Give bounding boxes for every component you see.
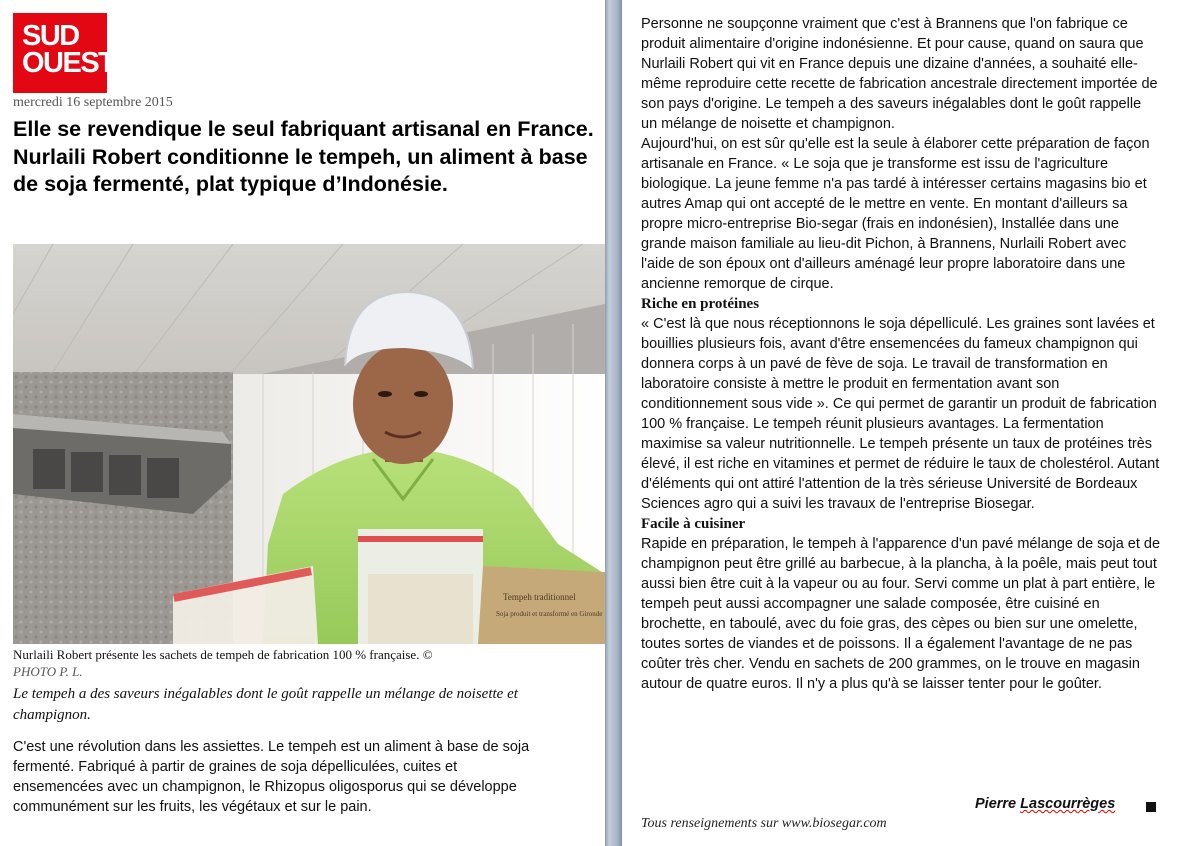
caption-text: Nurlaili Robert présente les sachets de tempeh de fabrication 100 % française. © — [13, 647, 433, 662]
headline: Elle se revendique le seul fabriquant artisanal en France. Nurlaili Robert conditionne le tempeh, un aliment à base de soja fermenté, plat typique d’Indonésie. — [13, 117, 594, 196]
bag-label-1: Tempeh traditionnel — [503, 592, 576, 602]
author-signature — [975, 796, 1115, 812]
end-of-article-mark — [1146, 802, 1156, 812]
left-body-text: C'est une révolution dans les assiettes. Le tempeh est un aliment à base de soja fermenté. Fabriqué à partir de graines de soja dépelliculées, cuites et ensemencées avec un champignon, le Rhizopus oligosporus qui se développe communément sur les fruits, les végétaux et sur le pain. — [13, 739, 530, 815]
logo-line-1: SUD — [22, 20, 79, 52]
logo-line-2: OUEST — [22, 47, 115, 79]
author-first-name: Pierre — [975, 796, 1021, 812]
paragraph-2: Aujourd'hui, on est sûr qu'elle est la seule à élaborer cette préparation de façon artisanale en France. « Le soja que je transforme est issu de l'agriculture biologique. La jeune femme n'a pas tardé à intéresser certains magasins bio et autres Amap qui ont accepté de le mettre en vente. En montant d'ailleurs sa propre micro-entreprise Bio-segar (frais en indonésien), Installée dans une grande maison familiale au lieu-dit Pichon, à Brannens, Nurlaili Robert avec l'aide de son époux ont d'ailleurs aménagé leur propre laboratoire dans une ancienne remorque de cirque. — [641, 136, 1150, 292]
author-last-name: Lascourrèges — [1020, 796, 1116, 812]
paragraph-1: Personne ne soupçonne vraiment que c'est à Brannens que l'on fabrique ce produit alimentaire d'origine indonésienne. Et pour cause, quand on saura que Nurlaili Robert qui vit en France depuis une dizaine d'années, a souhaité elle-même reproduire cette recette de fabrication ancestrale directement importée de son pays d'origine. Le tempeh a des saveurs inégalables dont le goût rappelle un mélange de noisette et champignon. — [641, 16, 1158, 132]
pull-quote: Le tempeh a des saveurs inégalables dont le goût rappelle un mélange de noisette et champignon. — [13, 686, 518, 723]
page-gutter — [605, 0, 622, 846]
right-page — [622, 0, 1194, 846]
photo-credit: PHOTO P. L. — [13, 664, 83, 679]
right-column — [641, 14, 1161, 694]
paragraph-4: Rapide en préparation, le tempeh à l'apparence d'un pavé mélange de soja et de champignon peut être grillé au barbecue, à la plancha, à la poêle, mais peut tout aussi bien être cuit à la vapeur ou au four. Servi comme un plat à part entière, le tempeh peut aussi accompagner une salade composée, être cuisiné en brochette, en taboulé, avec du foie gras, des cèpes ou bien sur une omelette, toutes sortes de viandes et de poissons. Il a également l'avantage de ne pas coûter très cher. Vendu en sachets de 200 grammes, on le trouve en magasin autour de quatre euros. Il n'y a plus qu'à se laisser tenter pour le goûter. — [641, 536, 1161, 692]
paragraph-3: « C'est là que nous réceptionnons le soja dépelliculé. Les graines sont lavées et bouillies plusieurs fois, avant d'être ensemencées du fameux champignon qui donnera corps à un pavé de fève de soja. Le travail de transformation en laboratoire consiste à mettre le produit en fermentation avant son conditionnement sous vide ». Ce qui permet de garantir un produit de fabrication 100 % française. Le tempeh réunit plusieurs avantages. La fermentation maximise sa valeur nutritionnelle. Le tempeh présente un taux de protéines très élevé, il est riche en vitamines et permet de réduire le taux de cholestérol. Autant d'éléments qui ont attiré l'attention de la très sérieuse Université de Bordeaux Sciences agro qui a suivi les travaux de l'entreprise Biosegar. — [641, 316, 1160, 512]
subhead-facile-a-cuisiner: Facile à cuisiner — [641, 516, 746, 532]
photo-caption — [13, 646, 598, 680]
subhead-riche-en-proteines: Riche en protéines — [641, 296, 760, 312]
article-photo — [13, 244, 605, 644]
sud-ouest-logo — [13, 13, 115, 93]
article-date: mercredi 16 septembre 2015 — [13, 95, 173, 110]
bag-label-2: Soja produit et transformé en Gironde — [496, 610, 603, 618]
footer-website-note: Tous renseignements sur www.biosegar.com — [641, 816, 887, 831]
